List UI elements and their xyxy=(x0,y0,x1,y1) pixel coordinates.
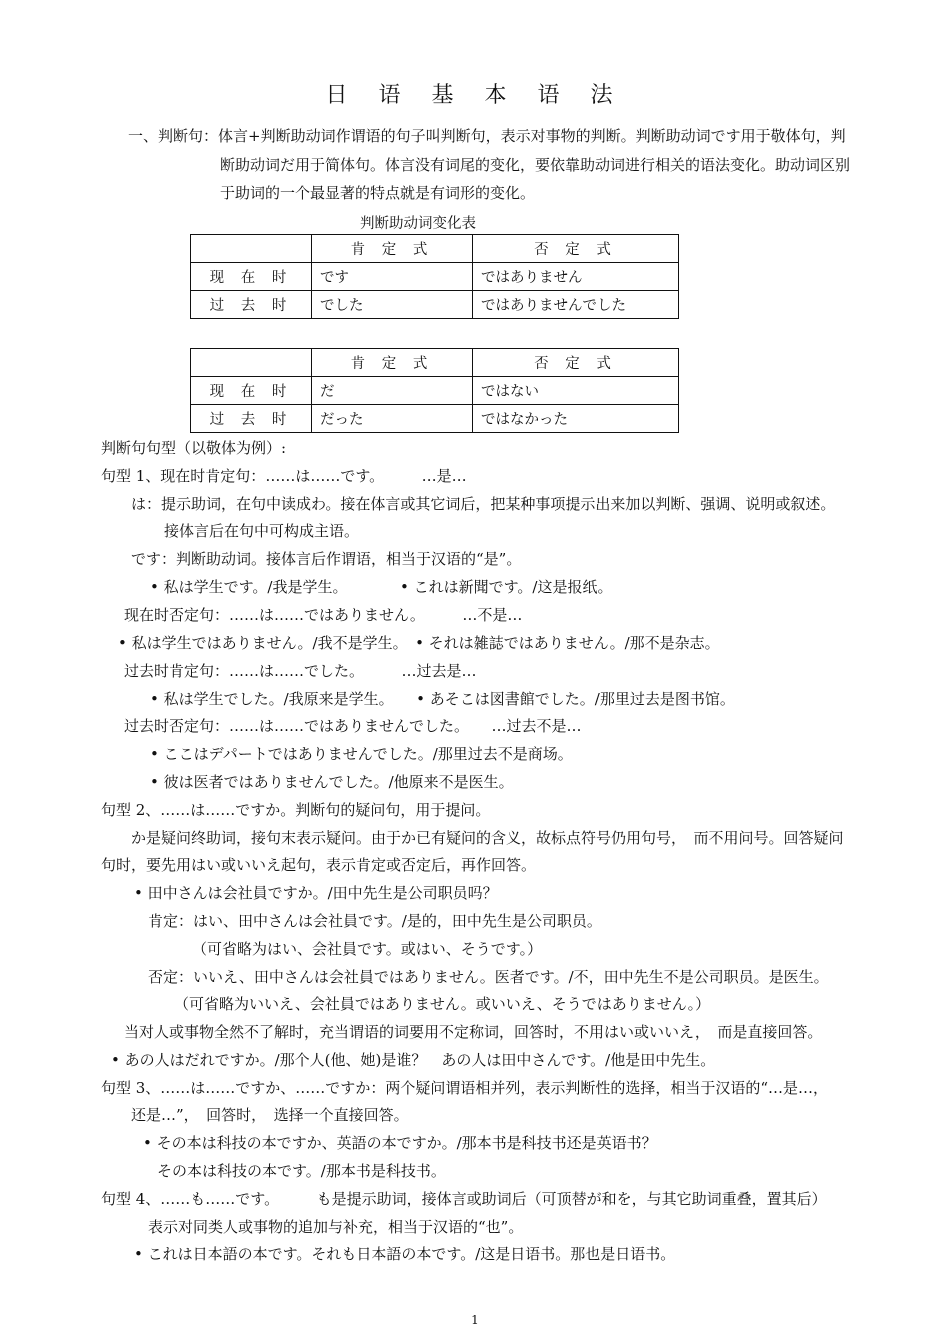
table-caption: 判断助动词变化表 xyxy=(360,216,476,232)
answer-line: 否定：いいえ、田中さんは会社員ではありません。医者です。/不，田中先生不是公司职员。是医生。 xyxy=(148,968,829,986)
table-cell: ではありませんでした xyxy=(473,291,679,319)
intro-line: 断助动词だ用于简体句。体言没有词尾的变化，要依靠助动词进行相关的语法变化。助动词区别 xyxy=(220,156,851,174)
document-title: 日 语 基 本 语 法 xyxy=(325,83,625,108)
answer-line: その本は科技の本です。/那本书是科技书。 xyxy=(157,1162,446,1180)
table-header-row xyxy=(191,349,679,377)
table-header-row xyxy=(191,235,679,263)
sub-pattern-line: 现在时否定句：……は……ではありません。 …不是… xyxy=(124,606,523,624)
note-line: （可省略为はい、会社員です。或はい、そうです。） xyxy=(192,940,543,958)
table-cell: 过 去 时 xyxy=(191,405,312,433)
explanation-line: 句时，要先用はい或いいえ起句，表示肯定或否定后，再作回答。 xyxy=(101,856,537,874)
conjugation-table-polite xyxy=(190,234,679,319)
intro-line: 于助词的一个最显著的特点就是有词形的变化。 xyxy=(220,184,536,202)
example-line: • 私は学生でした。/我原来是学生。 • あそこは図書館でした。/那里过去是图书馆。 xyxy=(150,690,735,708)
table-cell xyxy=(191,349,312,377)
table-row xyxy=(191,377,679,405)
example-line: • 田中さんは会社員ですか。/田中先生是公司职员吗？ xyxy=(134,884,498,902)
answer-line: 肯定：はい、田中さんは会社員です。/是的，田中先生是公司职员。 xyxy=(148,912,602,930)
explanation-line: 当对人或事物全然不了解时，充当谓语的词要用不定称词，回答时，不用はい或いいえ， 而是直接回答。 xyxy=(124,1023,823,1041)
explanation-line: 接体言后在句中可构成主语。 xyxy=(164,522,360,540)
example-line: • あの人はだれですか。/那个人(他、她)是谁？ あの人は田中さんです。/他是田中先生。 xyxy=(111,1051,716,1069)
table-cell: 肯 定 式 xyxy=(312,349,473,377)
table-cell: 否 定 式 xyxy=(473,349,679,377)
sentence-pattern-heading: 句型 2、……は……ですか。判断句的疑问句，用于提问。 xyxy=(101,801,491,819)
table-cell: 过 去 时 xyxy=(191,291,312,319)
table-cell: ではなかった xyxy=(473,405,679,433)
explanation-line: 表示对同类人或事物的追加与补充，相当于汉语的“也”。 xyxy=(148,1218,524,1236)
sub-pattern-line: 过去时肯定句：……は……でした。 …过去是… xyxy=(124,662,477,680)
note-line: （可省略为いいえ、会社員ではありません。或いいえ、そうではありません。） xyxy=(174,995,711,1013)
table-row xyxy=(191,291,679,319)
table-cell: 肯 定 式 xyxy=(312,235,473,263)
explanation-line: は：提示助词，在句中读成わ。接在体言或其它词后，把某种事项提示出来加以判断、强调、说明或叙述。 xyxy=(131,495,836,513)
explanation-line: 还是…”， 回答时， 选择一个直接回答。 xyxy=(131,1106,409,1124)
table-cell: でした xyxy=(312,291,473,319)
sentence-pattern-heading: 句型 3、……は……ですか、……ですか：两个疑问谓语相并列，表示判断性的选择，相当于汉语的“…是…， xyxy=(101,1079,828,1097)
example-line: • 私は学生です。/我是学生。 • これは新聞です。/这是报纸。 xyxy=(150,578,613,596)
explanation-line: か是疑问终助词，接句末表示疑问。由于か已有疑问的含义，故标点符号仍用句号， 而不用问号。回答疑问 xyxy=(131,829,844,847)
table-cell: ではない xyxy=(473,377,679,405)
conjugation-table-plain xyxy=(190,348,679,433)
page-number: 1 xyxy=(471,1313,479,1327)
table-cell: 现 在 时 xyxy=(191,377,312,405)
explanation-line: です：判断助动词。接体言后作谓语，相当于汉语的“是”。 xyxy=(131,550,522,568)
example-line: • 彼は医者ではありませんでした。/他原来不是医生。 xyxy=(150,773,514,791)
table-row xyxy=(191,405,679,433)
example-line: • 私は学生ではありません。/我不是学生。 • それは雑誌ではありません。/那不是杂志。 xyxy=(118,634,720,652)
example-line: • これは日本語の本です。それも日本語の本です。/这是日语书。那也是日语书。 xyxy=(134,1245,676,1263)
table-cell: です xyxy=(312,263,473,291)
example-line: • ここはデパートではありませんでした。/那里过去不是商场。 xyxy=(150,745,573,763)
sub-pattern-line: 过去时否定句：……は……ではありませんでした。 …过去不是… xyxy=(124,717,582,735)
sentence-pattern-heading: 句型 4、……も……です。 も是提示助词，接体言或助词后（可顶替が和を，与其它助词重叠，置其后） xyxy=(101,1190,827,1208)
example-line: • その本は科技の本ですか、英語の本ですか。/那本书是科技书还是英语书？ xyxy=(143,1134,657,1152)
section-heading: 判断句句型（以敬体为例）: xyxy=(101,439,287,457)
table-cell: ではありません xyxy=(473,263,679,291)
table-cell: 现 在 时 xyxy=(191,263,312,291)
table-cell xyxy=(191,235,312,263)
intro-line: 一、判断句：体言+判断助动词作谓语的句子叫判断句，表示对事物的判断。判断助动词です用于敬体句，判 xyxy=(128,127,846,145)
table-row xyxy=(191,263,679,291)
table-cell: だった xyxy=(312,405,473,433)
sentence-pattern-heading: 句型 1、现在时肯定句：……は……です。 …是… xyxy=(101,467,467,485)
table-cell: 否 定 式 xyxy=(473,235,679,263)
table-cell: だ xyxy=(312,377,473,405)
